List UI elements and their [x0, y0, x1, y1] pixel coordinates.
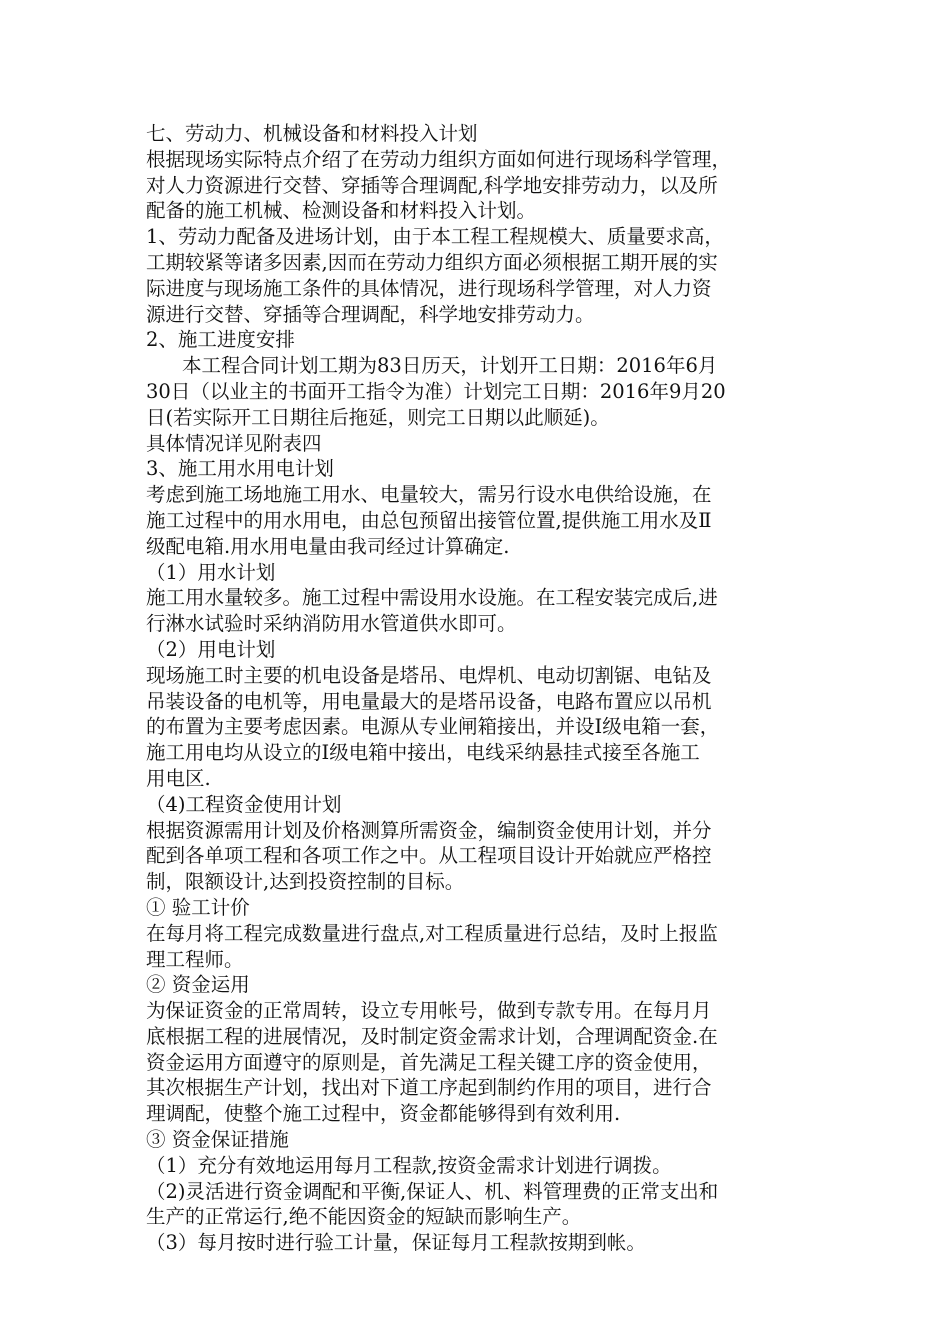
- body-line: 本工程合同计划工期为83日历天，计划开工日期：2016年6月: [182, 354, 718, 378]
- subsection-heading: 3、施工用水用电计划: [146, 457, 334, 481]
- body-line: 为保证资金的正常周转，设立专用帐号，做到专款专用。在每月月: [146, 999, 712, 1023]
- body-line: 理调配，使整个施工过程中，资金都能够得到有效利用.: [146, 1102, 621, 1126]
- body-line: 考虑到施工场地施工用水、电量较大，需另行设水电供给设施，在: [146, 483, 712, 507]
- body-line: 其次根据生产计划，找出对下道工序起到制约作用的项目，进行合: [146, 1076, 712, 1100]
- body-line: 对人力资源进行交替、穿插等合理调配,科学地安排劳动力，以及所: [146, 173, 718, 197]
- body-line: 的布置为主要考虑因素。电源从专业闸箱接出，并设Ⅰ级电箱一套，: [146, 715, 720, 739]
- body-line: （1）充分有效地运用每月工程款,按资金需求计划进行调拨。: [146, 1153, 672, 1177]
- body-line: 施工用电均从设立的Ⅰ级电箱中接出，电线采纳悬挂式接至各施工: [146, 741, 700, 765]
- body-line: 际进度与现场施工条件的具体情况，进行现场科学管理，对人力资: [146, 276, 712, 300]
- body-line: 根据现场实际特点介绍了在劳动力组织方面如何进行现场科学管理，: [146, 147, 732, 171]
- subsection-heading: 2、施工进度安排: [146, 328, 295, 352]
- body-line: 配到各单项工程和各项工作之中。从工程项目设计开始就应严格控: [146, 844, 712, 868]
- body-line: 在每月将工程完成数量进行盘点,对工程质量进行总结，及时上报监: [146, 921, 718, 945]
- body-line: 资金运用方面遵守的原则是，首先满足工程关键工序的资金使用，: [146, 1050, 712, 1074]
- item-heading: ③ 资金保证措施: [146, 1128, 289, 1152]
- body-line: （2)灵活进行资金调配和平衡,保证人、机、料管理费的正常支出和: [146, 1179, 719, 1203]
- body-line: 根据资源需用计划及价格测算所需资金，编制资金使用计划，并分: [146, 818, 712, 842]
- item-heading: （1）用水计划: [146, 560, 276, 584]
- body-line: 源进行交替、穿插等合理调配，科学地安排劳动力。: [146, 302, 595, 326]
- body-line: 吊装设备的电机等，用电量最大的是塔吊设备，电路布置应以吊机: [146, 689, 712, 713]
- body-line: 具体情况详见附表四: [146, 431, 322, 455]
- body-line: 底根据工程的进展情况，及时制定资金需求计划，合理调配资金.在: [146, 1024, 718, 1048]
- document-body: [146, 121, 806, 1256]
- body-line: 日(若实际开工日期往后拖延，则完工日期以此顺延)。: [146, 405, 610, 429]
- section-heading: 七、劳动力、机械设备和材料投入计划: [146, 122, 478, 145]
- body-line: 级配电箱.用水用电量由我司经过计算确定.: [146, 534, 510, 558]
- body-line: 理工程师。: [146, 947, 244, 971]
- item-heading: （2）用电计划: [146, 637, 276, 661]
- body-line: 1、劳动力配备及进场计划，由于本工程工程规模大、质量要求高，: [146, 225, 724, 249]
- item-heading: ① 验工计价: [146, 895, 250, 919]
- body-line: 行淋水试验时采纳消防用水管道供水即可。: [146, 612, 517, 636]
- body-line: 施工过程中的用水用电，由总包预留出接管位置,提供施工用水及Ⅱ: [146, 508, 712, 532]
- body-line: 30日（以业主的书面开工指令为准）计划完工日期：2016年9月20: [146, 379, 726, 403]
- body-line: 生产的正常运行,绝不能因资金的短缺而影响生产。: [146, 1205, 582, 1229]
- body-line: 现场施工时主要的机电设备是塔吊、电焊机、电动切割锯、电钻及: [146, 663, 712, 687]
- body-line: 制，限额设计,达到投资控制的目标。: [146, 870, 465, 894]
- body-line: 用电区.: [146, 766, 211, 790]
- body-line: 配备的施工机械、检测设备和材料投入计划。: [146, 199, 537, 223]
- item-heading: （4)工程资金使用计划: [146, 792, 342, 816]
- body-line: （3）每月按时进行验工计量，保证每月工程款按期到帐。: [146, 1231, 646, 1255]
- item-heading: ② 资金运用: [146, 973, 250, 997]
- body-line: 施工用水量较多。施工过程中需设用水设施。在工程安装完成后,进: [146, 586, 718, 610]
- body-line: 工期较紧等诸多因素,因而在劳动力组织方面必须根据工期开展的实: [146, 250, 718, 274]
